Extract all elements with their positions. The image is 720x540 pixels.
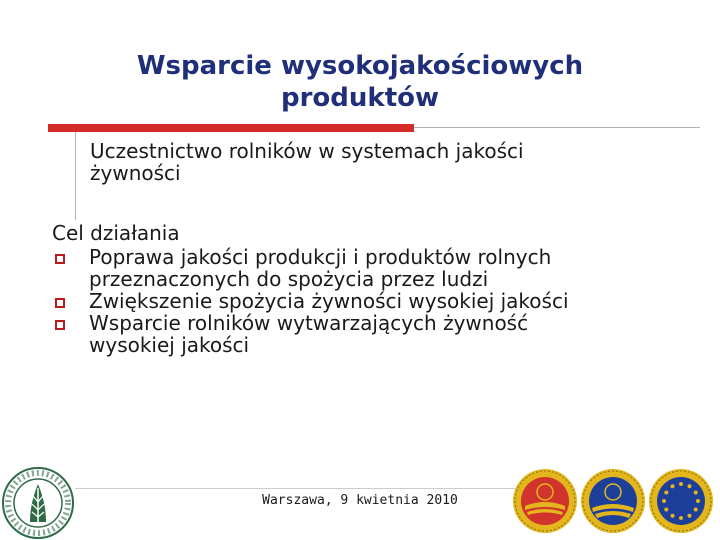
bullet-text-line: Poprawa jakości produkcji i produktów rolnych: [89, 245, 552, 269]
bullet-text-line: przeznaczonych do spożycia przez ludzi: [89, 267, 489, 291]
slide-subtitle: [90, 140, 650, 184]
title-divider-line: [414, 127, 700, 128]
hollow-square-bullet-icon: [55, 298, 65, 308]
bullet-item: [52, 290, 682, 312]
pdo-seal-icon: [512, 468, 578, 534]
title-accent-bar: [48, 124, 414, 132]
bullet-text-line: Zwiększenie spożycia żywności wysokiej jakości: [89, 289, 569, 313]
pgi-seal-icon: [580, 468, 646, 534]
subtitle-line-2: żywności: [90, 161, 181, 185]
hollow-square-bullet-icon: [55, 254, 65, 264]
footer-divider-line: [75, 488, 575, 489]
title-line-1: Wsparcie wysokojakościowych: [136, 51, 584, 81]
hollow-square-bullet-icon: [55, 320, 65, 330]
title-line-2: produktów: [280, 83, 440, 113]
bullet-item: [52, 312, 682, 356]
agency-wheat-logo-icon: [0, 466, 76, 540]
goal-bullet-list: [52, 246, 682, 356]
goal-heading: Cel działania: [52, 221, 180, 245]
bullet-text-line: Wsparcie rolników wytwarzających żywność: [89, 311, 529, 335]
footer-date: Warszawa, 9 kwietnia 2010: [262, 493, 458, 508]
subtitle-line-1: Uczestnictwo rolników w systemach jakości: [90, 139, 524, 163]
slide-title: [60, 50, 660, 114]
bullet-item: [52, 246, 682, 290]
goal-section: [52, 220, 682, 356]
side-divider-line: [75, 132, 76, 220]
bullet-text-line: wysokiej jakości: [89, 333, 250, 357]
tsg-seal-icon: [648, 468, 714, 534]
